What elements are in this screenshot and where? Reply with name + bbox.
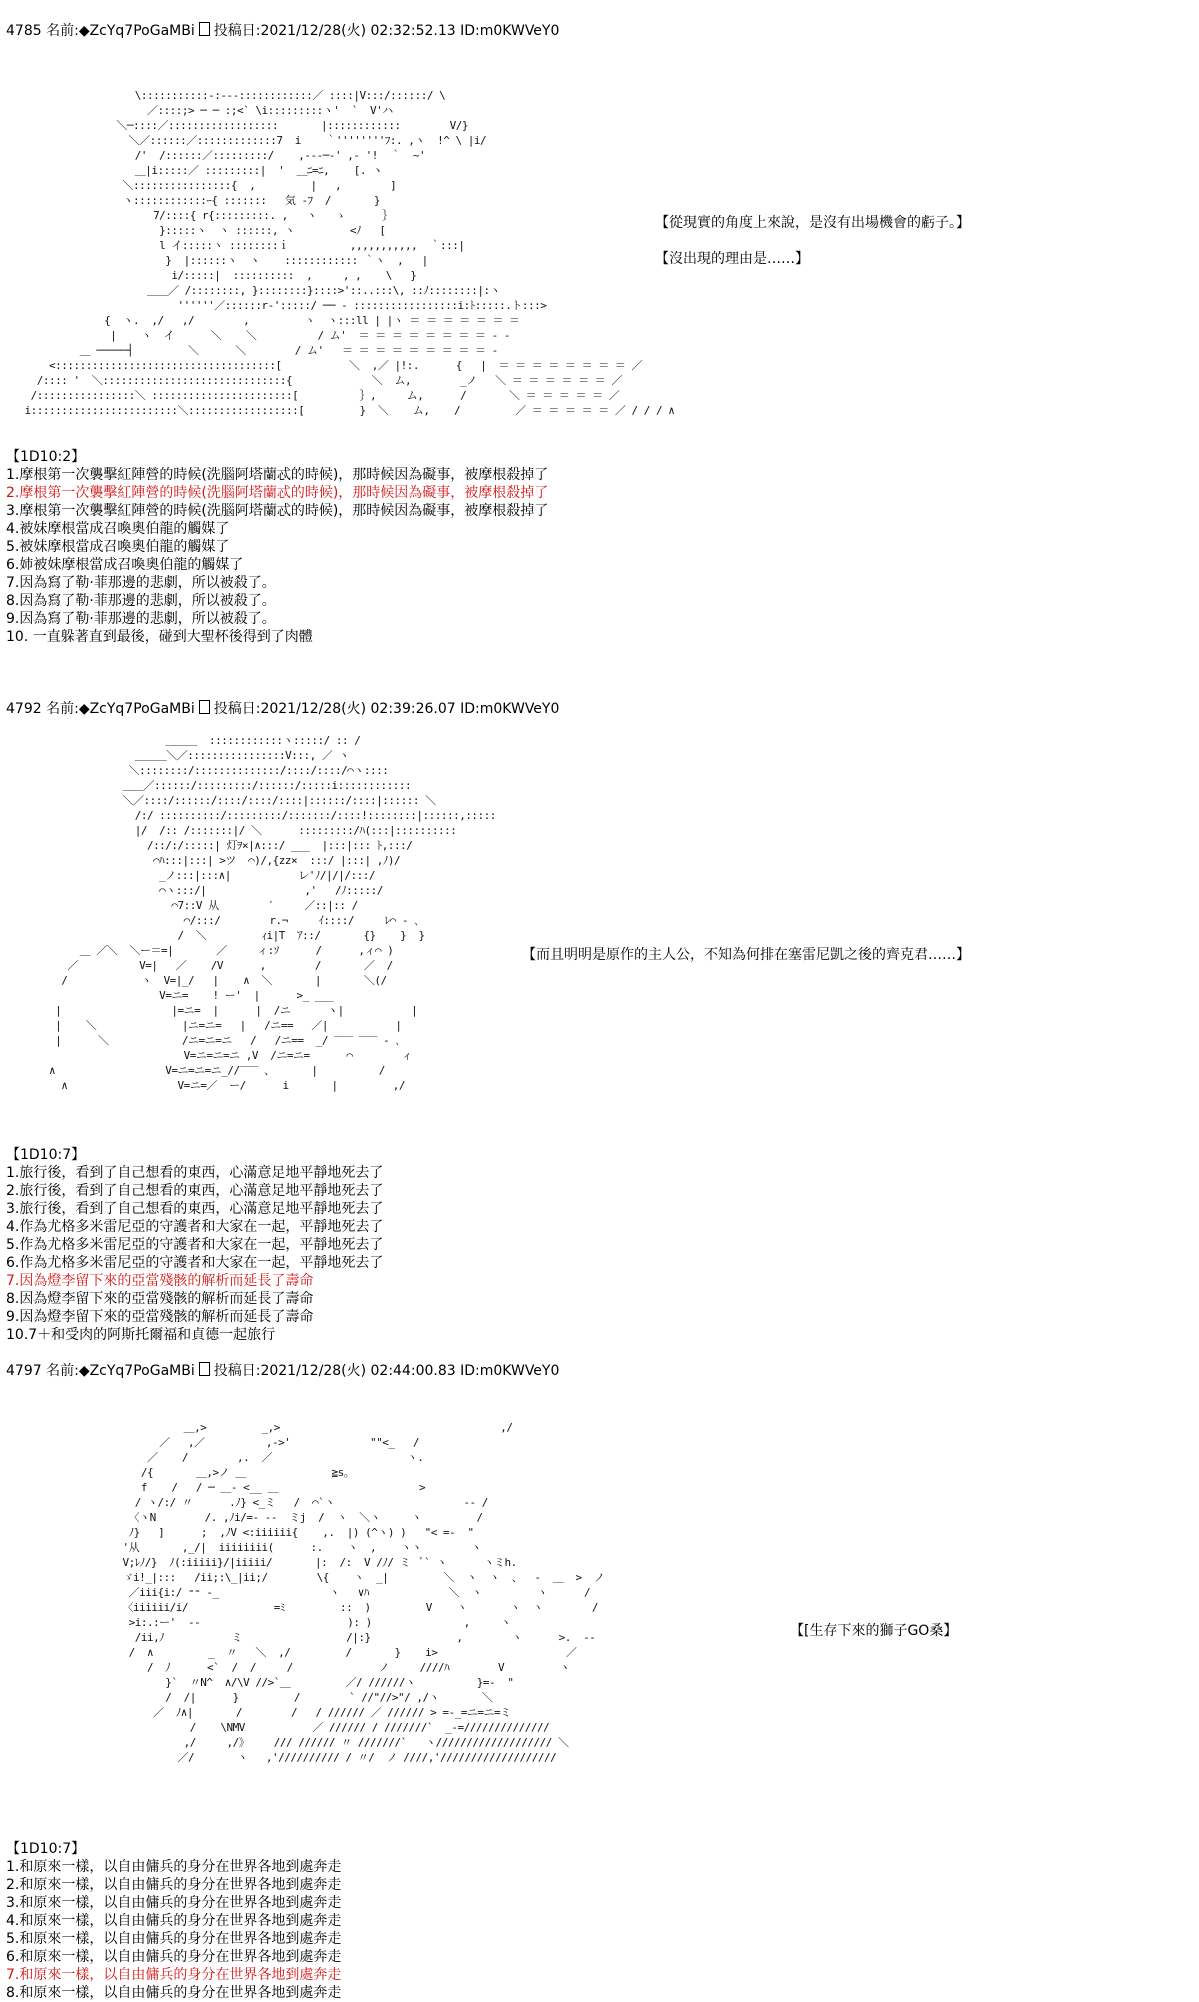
post-header bbox=[6, 1362, 559, 1380]
ascii-art-line: ／/ ヽ ,'////////// / 〃/ ノ ////,'/////////////////// bbox=[0, 1751, 557, 1764]
ascii-art-line: ⌒/:::/ r.¬ ｲ::::/ ﾚ⌒ - ､ bbox=[0, 914, 420, 927]
ascii-art-line: ＼::::::::/::::::::::::::/::::/::::/⌒ヽ:::: bbox=[0, 764, 389, 777]
ascii-art-line: ∧ V=ニ=／ ー/ i | ,/ bbox=[0, 1079, 405, 1092]
ascii-art-line: '从 ,_/| iiiiiiii( :. ヽ , ヽヽ ヽ bbox=[0, 1541, 482, 1554]
trip-code: ◆ZcYq7PoGaMBi bbox=[78, 1363, 195, 1379]
ascii-art-line: ⌒7::V 从 ′ ／::|:: / bbox=[0, 899, 358, 912]
name-label: 名前: bbox=[46, 1363, 79, 1379]
ascii-art-line: ⌒ﾊ:::|:::| >ツ ⌒)/,{zz× :::/ |:::| ,ﾉ)/ bbox=[0, 854, 401, 867]
ascii-art-line: ／ ,／ ,->' ""<_ / bbox=[0, 1436, 419, 1449]
ascii-art bbox=[0, 733, 496, 1093]
ascii-art bbox=[0, 88, 674, 418]
roll-option: 1.和原來一樣，以自由傭兵的身分在世界各地到處奔走 bbox=[6, 1859, 342, 1875]
ascii-art-line: ＿＿／ /::::::::, }::::::::}::::>'::..:::\, ::ﾉ::::::::|:ヽ bbox=[0, 284, 501, 297]
ascii-art-line: ＿|i:::::／ :::::::::| ' ＿ﾆ=ﾆ, [. ヽ bbox=[0, 164, 383, 177]
box-glyph-icon bbox=[199, 22, 210, 36]
ascii-art-line: ＼／::::::／:::::::::::::7 i ｀''''''''ﾌ:. ,ヽ !^ \ |i/ bbox=[0, 134, 487, 147]
ascii-art-line: ∧ V=ニ=ニ=ニ_//‾‾‾ 、 | / bbox=[0, 1064, 385, 1077]
ascii-art-line: ,/ ,/》 /// ////// 〃 ///////` ヽ/////////////////// ＼ bbox=[0, 1736, 569, 1749]
roll-header: 【1D10:7】 bbox=[6, 1841, 86, 1857]
ascii-art-line: { ヽ. ,/ ,/ , ヽ ヽ:::ll | |ヽ ＝ ＝ ＝ ＝ ＝ ＝ ＝ bbox=[0, 314, 520, 327]
ascii-art-line: 7/::::{ r{:::::::::. , ヽ ゝ ｝ bbox=[0, 209, 393, 222]
ascii-art-line: \:::::::::::-:---::::::::::::／ ::::|V:::/::::::/ \ bbox=[0, 89, 446, 102]
post-number: 4785 bbox=[6, 23, 42, 39]
dice-roll-block bbox=[6, 448, 548, 646]
poster-id: ID:m0KWVeY0 bbox=[460, 1363, 560, 1379]
roll-header: 【1D10:2】 bbox=[6, 449, 86, 465]
roll-option: 8.和原來一樣，以自由傭兵的身分在世界各地到處奔走 bbox=[6, 1985, 342, 2001]
ascii-art-line: /::::::::::::::::＼ :::::::::::::::::::::::[ ｝, ム, / ＼ ＝ ＝ ＝ ＝ ＝ ／ bbox=[0, 389, 620, 402]
roll-option: 8.因為寫了勒·菲那邊的悲劇，所以被殺了。 bbox=[6, 593, 276, 609]
roll-option: 9.因為燈李留下來的亞當殘骸的解析而延長了壽命 bbox=[6, 1309, 314, 1325]
roll-option: 3.摩根第一次襲擊紅陣營的時候(洗腦阿塔蘭忒的時候)，那時候因為礙事，被摩根殺掉了 bbox=[6, 503, 549, 519]
ascii-art-line: V=ニ= ! ー' | >_ ___ bbox=[0, 989, 334, 1002]
ascii-art-line: /:::: ' ＼::::::::::::::::::::::::::::::{ ＼ ム, _ノ ＼ ＝ ＝ ＝ ＝ ＝ ＝ ／ bbox=[0, 374, 622, 387]
roll-option: 2.旅行後，看到了自己想看的東西，心滿意足地平靜地死去了 bbox=[6, 1183, 384, 1199]
roll-option: 6.作為尤格多米雷尼亞的守護者和大家在一起，平靜地死去了 bbox=[6, 1255, 384, 1271]
roll-option: 10. 一直躲著直到最後，碰到大聖杯後得到了肉體 bbox=[6, 629, 313, 645]
roll-option: 1.旅行後，看到了自己想看的東西，心滿意足地平靜地死去了 bbox=[6, 1165, 384, 1181]
box-glyph-icon bbox=[199, 1362, 210, 1376]
speech-line: 【沒出現的理由是……】 bbox=[655, 251, 809, 267]
roll-option: 7.因為燈李留下來的亞當殘骸的解析而延長了壽命 bbox=[6, 1273, 314, 1289]
ascii-art-line: ＼／::::/::::::/::::/::::/::::|::::::/::::|:::::: ＼ bbox=[0, 794, 436, 807]
ascii-art-line: ／iii{i:/ ⁼⁼ ‐_ ヽ ∨ﾊ ＼ ヽ ヽ / bbox=[0, 1586, 591, 1599]
ascii-art-line: | ＼ /ニ=ニ=ニ / /ニ== _/ ‾‾‾ ‾‾‾ - ､ bbox=[0, 1034, 401, 1047]
ascii-art-line: | |=ニ= | | /ニ ヽ| | bbox=[0, 1004, 418, 1017]
ascii-art-line: V=ニ=ニ=ニ ,V /ニ=ニ= ⌒ ィ bbox=[0, 1049, 412, 1062]
ascii-art-line: ＼::::::::::::::::{ , | , ] bbox=[0, 179, 397, 192]
roll-option: 5.和原來一樣，以自由傭兵的身分在世界各地到處奔走 bbox=[6, 1931, 342, 1947]
post-date: 投稿日:2021/12/28(火) 02:32:52.13 bbox=[213, 23, 456, 39]
ascii-art-line: ⌒ヽ:::/| ,' /ﾉ:::::/ bbox=[0, 884, 383, 897]
roll-option: 5.作為尤格多米雷尼亞的守護者和大家在一起，平靜地死去了 bbox=[6, 1237, 384, 1253]
ascii-art-line: /ii,ﾉ ミ /|:} , ヽ >. -- bbox=[0, 1631, 596, 1644]
box-glyph-icon bbox=[199, 700, 210, 714]
ascii-art-line: i::::::::::::::::::::::::＼::::::::::::::::::[ } ＼ ム, / ／ ＝ ＝ ＝ ＝ ＝ ／ / / / ∧ bbox=[0, 404, 675, 417]
post-header bbox=[6, 700, 559, 718]
roll-option: 7.和原來一樣，以自由傭兵的身分在世界各地到處奔走 bbox=[6, 1967, 342, 1983]
ascii-art bbox=[0, 1420, 604, 1765]
ascii-art-line: 〈ヽN /. ,ﾉi/=- -- ミj / ヽ ＼ヽ ヽ / bbox=[0, 1511, 483, 1524]
ascii-art-line: <::::::::::::::::::::::::::::::::::::[ ＼ ,／ |!:. { | ＝ ＝ ＝ ＝ ＝ ＝ ＝ ＝ ／ bbox=[0, 359, 643, 372]
roll-header: 【1D10:7】 bbox=[6, 1147, 86, 1163]
roll-option: 3.和原來一樣，以自由傭兵的身分在世界各地到處奔走 bbox=[6, 1895, 342, 1911]
trip-code: ◆ZcYq7PoGaMBi bbox=[78, 701, 195, 717]
ascii-art-line: }` 〃N^ ∧/\V //>`＿ ／/ //////ヽ }=- " bbox=[0, 1676, 514, 1689]
ascii-art-line: ＼─::::／:::::::::::::::::: |:::::::::::: V/} bbox=[0, 119, 468, 132]
trip-code: ◆ZcYq7PoGaMBi bbox=[78, 23, 195, 39]
name-label: 名前: bbox=[46, 23, 79, 39]
ascii-art-line: ヽ::::::::::::ｰ{ ::::::: 気 ‐ﾌ / } bbox=[0, 194, 380, 207]
ascii-art-line: ''''''／::::::r‐':::::/ ── - :::::::::::::::::i:ﾄ:::::.ト:::> bbox=[0, 299, 547, 312]
ascii-art-line: / ﾉ <` / / / ノ ////ﾊ V ヽ bbox=[0, 1661, 570, 1674]
ascii-art-line: /{ ＿,>ノ ＿ ≧s｡ bbox=[0, 1466, 349, 1479]
ascii-art-line: ＿ ─────┤ ＼ ＼ / ム' ＝ ＝ ＝ ＝ ＝ ＝ ＝ ＝ ＝ - bbox=[0, 344, 498, 357]
ascii-art-line: | ヽ イ ＼ ＼ / ム' ＝ ＝ ＝ ＝ ＝ ＝ ＝ ＝ - - bbox=[0, 329, 510, 342]
post-number: 4797 bbox=[6, 1363, 42, 1379]
roll-option: 1.摩根第一次襲擊紅陣營的時候(洗腦阿塔蘭忒的時候)，那時候因為礙事，被摩根殺掉了 bbox=[6, 467, 549, 483]
ascii-art-line: 〈iiiiii/i/ =ﾐ :: ) V ヽ ヽ ヽ / bbox=[0, 1601, 599, 1614]
ascii-art-line: _ノ:::|:::∧| レ'ﾉ/|/|/:::/ bbox=[0, 869, 375, 882]
roll-option: 4.被妹摩根當成召喚奧伯龍的觸媒了 bbox=[6, 521, 230, 537]
ascii-art-line: / \NMV ／ ////// / ///////` _-=////////////// bbox=[0, 1721, 550, 1734]
ascii-art-line: /:/ ::::::::::/:::::::::/:::::::/::::!::::::::|::::::,::::: bbox=[0, 809, 496, 822]
dice-roll-block bbox=[6, 1840, 341, 2002]
post-date: 投稿日:2021/12/28(火) 02:39:26.07 bbox=[213, 701, 456, 717]
roll-option: 4.作為尤格多米雷尼亞的守護者和大家在一起，平靜地死去了 bbox=[6, 1219, 384, 1235]
ascii-art-line: / ヽ/:/ 〃 .ﾉ} <_ミ / ⌒`ヽ -- / bbox=[0, 1496, 488, 1509]
ascii-art-line: / ＼ ｨi|T ｱ::/ {} } } bbox=[0, 929, 425, 942]
ascii-art-line: / /| } / ` //"//>"/ ,/ヽ ＼ bbox=[0, 1691, 493, 1704]
roll-option: 5.被妹摩根當成召喚奧伯龍的觸媒了 bbox=[6, 539, 230, 555]
ascii-art-line: / ∧ _ 〃 ＼ ,/ / } i> ／ bbox=[0, 1646, 577, 1659]
roll-option: 10.7＋和受肉的阿斯托爾福和貞德一起旅行 bbox=[6, 1327, 276, 1343]
ascii-art-line: ／::::;> ─ ─ :;<` \i:::::::::ヽ' ` V'ハ bbox=[0, 104, 393, 117]
ascii-art-line: /' /::::::／:::::::::/ ,--‐─‐' ,- '! ｀ ~' bbox=[0, 149, 426, 162]
ascii-art-line: i/:::::| :::::::::: , , , \ } bbox=[0, 269, 417, 282]
roll-option: 8.因為燈李留下來的亞當殘骸的解析而延長了壽命 bbox=[6, 1291, 314, 1307]
poster-id: ID:m0KWVeY0 bbox=[460, 23, 560, 39]
ascii-art-line: l イ:::::ヽ ::::::::ｉ ,,,,,,,,,,, ｀:::| bbox=[0, 239, 465, 252]
roll-option: 3.旅行後，看到了自己想看的東西，心滿意足地平靜地死去了 bbox=[6, 1201, 384, 1217]
ascii-art-line: ／ ﾉ∧| / / / ////// ／ ////// > =-_=ニ=ニ=ミ bbox=[0, 1706, 511, 1719]
speech-line: 【而且明明是原作的主人公，不知為何排在塞雷尼凱之後的齊克君……】 bbox=[522, 947, 970, 963]
ascii-art-line: / ヽ V=|_/ | ∧ ＼ | ＼(/ bbox=[0, 974, 387, 987]
speech-line: 【[生存下來的獅子GO桑】 bbox=[790, 1623, 958, 1639]
ascii-art-line: V;ﾚﾉ/} ﾉ(:iiiii}/|iiiii/ |: /: V /ﾉ/ ミ ﾞ` ヽ ヽミh. bbox=[0, 1556, 517, 1569]
speech-line: 【從現實的角度上來說，是沒有出場機會的虧子。】 bbox=[655, 215, 970, 231]
dice-roll-block bbox=[6, 1146, 383, 1344]
post-header bbox=[6, 22, 559, 40]
name-label: 名前: bbox=[46, 701, 79, 717]
ascii-art-line: ＿＿＿＼／::::::::::::::::V:::, ／ ヽ bbox=[0, 749, 350, 762]
ascii-art-line: } |::::::ヽ ヽ :::::::::::: ｀ヽ , | bbox=[0, 254, 428, 267]
ascii-art-line: ＿ ／＼ ＼ー＝=| ／ ィ:ｿ / ,ィ⌒ ) bbox=[0, 944, 394, 957]
post-date: 投稿日:2021/12/28(火) 02:44:00.83 bbox=[213, 1363, 456, 1379]
ascii-art-line: ＿＿＿ ::::::::::::ヽ:::::/ :: / bbox=[0, 734, 361, 747]
roll-option: 6.和原來一樣，以自由傭兵的身分在世界各地到處奔走 bbox=[6, 1949, 342, 1965]
ascii-art-line: ゞi!_|::: /ii;:\_|ii;/ \{ ヽ _| ＼ ヽ ヽ 、 ‐ ＿ > ノ bbox=[0, 1571, 605, 1584]
roll-option: 2.摩根第一次襲擊紅陣營的時候(洗腦阿塔蘭忒的時候)，那時候因為礙事，被摩根殺掉了 bbox=[6, 485, 549, 501]
poster-id: ID:m0KWVeY0 bbox=[460, 701, 560, 717]
ascii-art-line: ／ V=| ／ /V , / ／ / bbox=[0, 959, 393, 972]
ascii-art-line: ﾉ} ] ; ,ﾉV <:iiiiii{ ,. |) (^ヽ) ) "< =- " bbox=[0, 1526, 474, 1539]
post-number: 4792 bbox=[6, 701, 42, 717]
ascii-art-line: | ＼ |ニ=ニ= | /ニ== ／| | bbox=[0, 1019, 402, 1032]
roll-option: 9.因為寫了勒·菲那邊的悲劇，所以被殺了。 bbox=[6, 611, 276, 627]
ascii-art-line: ＿,> _,> ,/ bbox=[0, 1421, 513, 1434]
roll-option: 7.因為寫了勒·菲那邊的悲劇，所以被殺了。 bbox=[6, 575, 276, 591]
roll-option: 4.和原來一樣，以自由傭兵的身分在世界各地到處奔走 bbox=[6, 1913, 342, 1929]
ascii-art-line: /::/:/:::::| 灯ｦ×|∧:::/ ___ |:::|::: ﾄ,:::/ bbox=[0, 839, 413, 852]
ascii-art-line: |/ /:: /:::::::|/ ＼ :::::::::/ﾊ(:::|:::::::::: bbox=[0, 824, 457, 837]
ascii-art-line: }:::::ヽ ヽ ::::::, ヽ <ﾉ [ bbox=[0, 224, 386, 237]
roll-option: 6.姉被妹摩根當成召喚奧伯龍的觸媒了 bbox=[6, 557, 244, 573]
ascii-art-line: f / / ─ ＿‐ <__ ＿ > bbox=[0, 1481, 426, 1494]
ascii-art-line: >i:.:ー' ‐- ): ) , ヽ bbox=[0, 1616, 511, 1629]
ascii-art-line: ＿＿／::::::/:::::::::/::::::/:::::i:::::::::::: bbox=[0, 779, 412, 792]
ascii-art-line: ／ / ,. ／ ヽ. bbox=[0, 1451, 424, 1464]
roll-option: 2.和原來一樣，以自由傭兵的身分在世界各地到處奔走 bbox=[6, 1877, 342, 1893]
